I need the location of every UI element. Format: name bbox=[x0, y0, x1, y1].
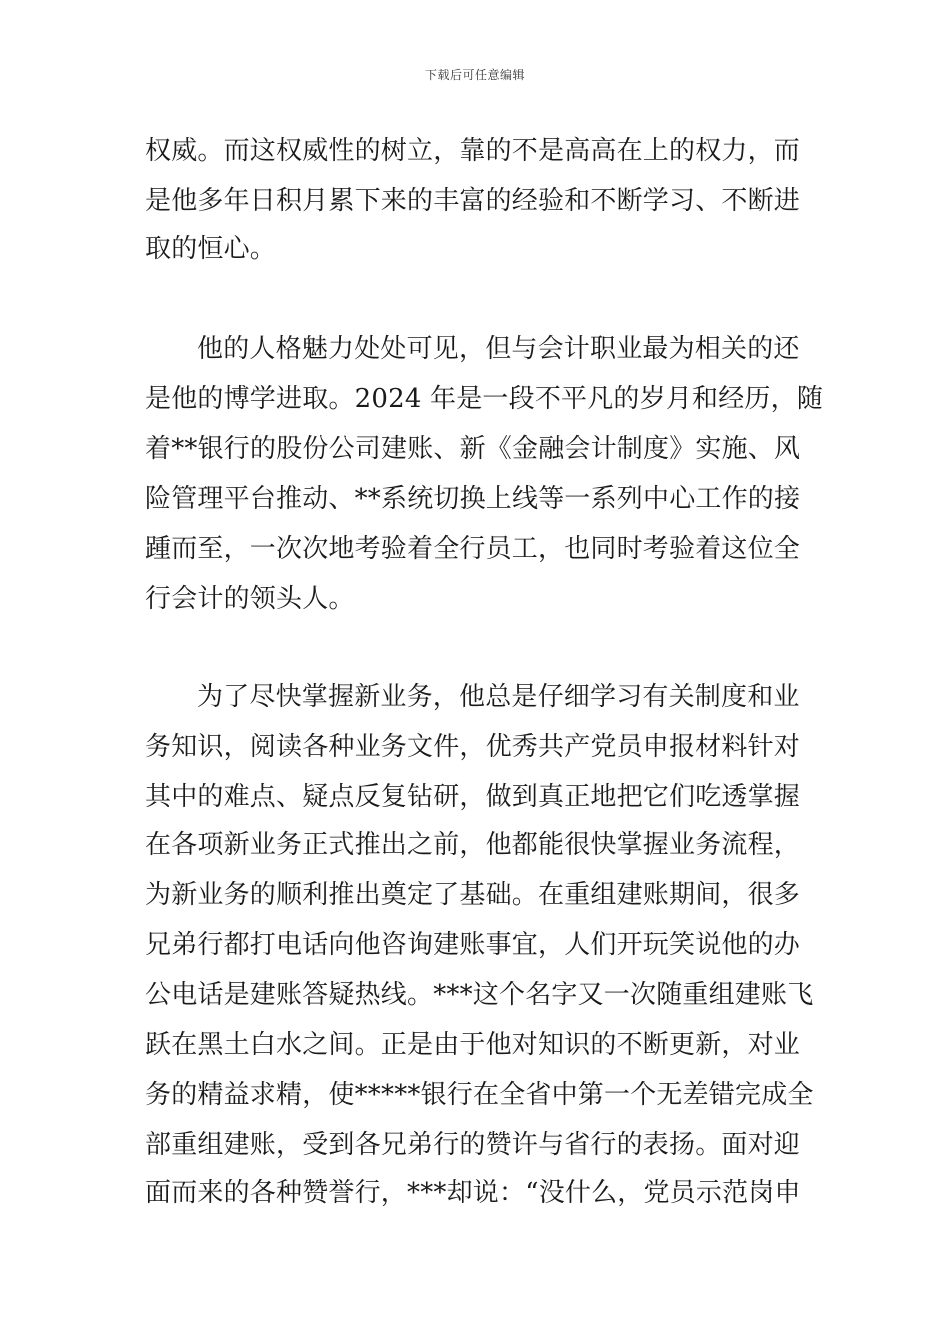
paragraph-2-line-1: 他的人格魅力处处可见，但与会计职业最为相关的还 bbox=[197, 334, 800, 364]
paragraph-3-line-3: 其中的难点、疑点反复钻研，做到真正地把它们吃透掌握 bbox=[145, 782, 801, 812]
paragraph-2-line-2: 是他的博学进取。2024 年是一段不平凡的岁月和经历，随 bbox=[145, 384, 824, 414]
paragraph-3-line-10: 部重组建账，受到各兄弟行的赞许与省行的表扬。面对迎 bbox=[145, 1130, 801, 1160]
paragraph-2-line-3: 着**银行的股份公司建账、新《金融会计制度》实施、风 bbox=[145, 434, 801, 464]
paragraph-3-line-4: 在各项新业务正式推出之前，他都能很快掌握业务流程， bbox=[145, 830, 801, 860]
paragraph-3-line-7: 公电话是建账答疑热线。***这个名字又一次随重组建账飞 bbox=[145, 980, 814, 1010]
paragraph-3-line-2: 务知识，阅读各种业务文件，优秀共产党员申报材料针对 bbox=[145, 732, 801, 762]
page-header: 下载后可任意编辑 bbox=[424, 68, 525, 82]
paragraph-3-line-6: 兄弟行都打电话向他咨询建账事宜，人们开玩笑说他的办 bbox=[145, 930, 801, 960]
paragraph-3-line-5: 为新业务的顺利推出奠定了基础。在重组建账期间，很多 bbox=[145, 880, 801, 910]
paragraph-2-line-6: 行会计的领头人。 bbox=[145, 584, 355, 614]
paragraph-3-line-9: 务的精益求精，使*****银行在全省中第一个无差错完成全 bbox=[145, 1080, 814, 1110]
paragraph-1-line-2: 是他多年日积月累下来的丰富的经验和不断学习、不断进 bbox=[145, 186, 801, 216]
paragraph-1-line-3: 取的恒心。 bbox=[145, 234, 277, 264]
paragraph-1-line-1: 权威。而这权威性的树立，靠的不是高高在上的权力，而 bbox=[145, 136, 801, 166]
paragraph-3-line-8: 跃在黑土白水之间。正是由于他对知识的不断更新，对业 bbox=[145, 1030, 801, 1060]
paragraph-2-line-5: 踵而至，一次次地考验着全行员工，也同时考验着这位全 bbox=[145, 534, 801, 564]
paragraph-3-line-1: 为了尽快掌握新业务，他总是仔细学习有关制度和业 bbox=[197, 682, 800, 712]
paragraph-3-line-11: 面而来的各种赞誉行，***却说：“没什么，党员示范岗申 bbox=[145, 1178, 801, 1208]
paragraph-2-line-4: 险管理平台推动、**系统切换上线等一系列中心工作的接 bbox=[145, 484, 801, 514]
